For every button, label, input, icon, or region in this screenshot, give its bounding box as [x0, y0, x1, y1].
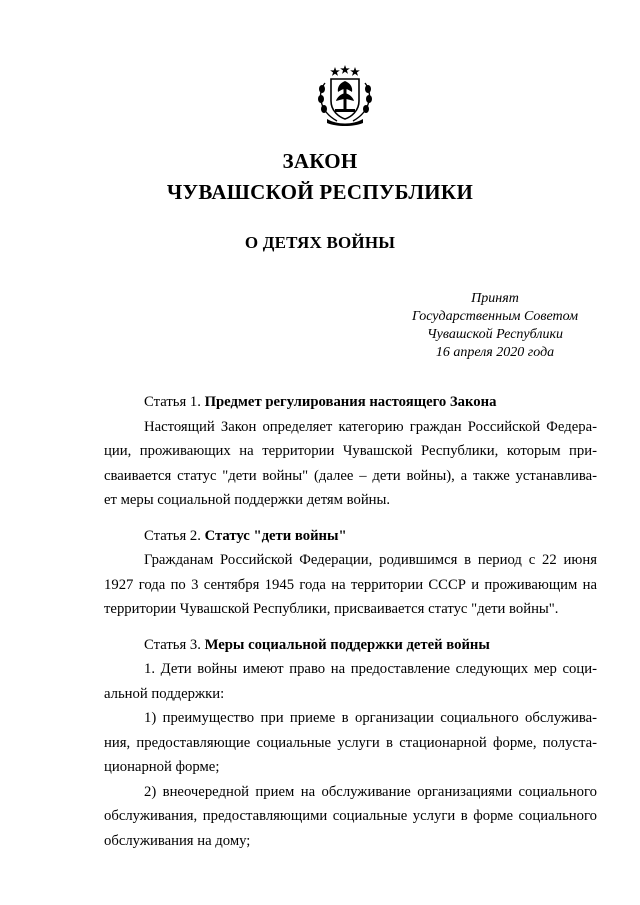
text-line: обслуживания, предоставляющими социальные услуги в форме социального	[104, 808, 597, 824]
text-line: 1) преимущество при приеме в организации социального обслужива-	[144, 710, 597, 726]
article-3	[104, 633, 597, 854]
adoption-note	[400, 290, 590, 362]
law-subject-title: О ДЕТЯХ ВОЙНЫ	[244, 233, 396, 252]
text-line: 1927 года по 3 сентября 1945 года на территории СССР и проживающим на	[104, 576, 597, 593]
article-title: Предмет регулирования настоящего Закона	[204, 394, 497, 410]
text-line: 2) внеочередной прием на обслуживание организациями социального	[144, 783, 597, 800]
adoption-line: Принят	[471, 291, 519, 306]
article-title: Меры социальной поддержки детей войны	[204, 636, 490, 653]
chuvash-republic-emblem	[313, 63, 377, 127]
article-title: Статус "дети войны"	[204, 527, 347, 544]
text-line: 1. Дети войны имеют право на предоставление следующих мер соци-	[144, 661, 597, 677]
law-body	[104, 390, 597, 864]
article-number: Статья 3.	[144, 636, 205, 653]
text-line: Гражданам Российской Федерации, родившимся в период с 22 июня	[144, 552, 597, 568]
adoption-date: 16 апреля 2020 года	[435, 345, 555, 360]
text-line: Настоящий Закон определяет категорию граждан Российской Федера-	[144, 418, 597, 435]
article-heading	[104, 390, 597, 415]
adoption-line: Чувашской Республики	[427, 327, 563, 342]
republic-heading: ЧУВАШСКОЙ РЕСПУБЛИКИ	[166, 180, 474, 204]
article-number: Статья 1.	[144, 394, 205, 410]
text-line: обслуживания на дому;	[104, 832, 251, 849]
article-number: Статья 2.	[144, 527, 205, 544]
text-line: ционарной форме;	[104, 759, 220, 775]
text-line: ции, проживающих на территории Чувашской Республики, которым при-	[104, 443, 597, 459]
text-line: территории Чувашской Республики, присваивается статус "дети войны".	[104, 601, 559, 617]
article-heading	[104, 633, 597, 658]
article-1	[104, 390, 597, 513]
text-line: ния, предоставляющие социальные услуги в стационарной форме, полуста-	[104, 734, 597, 751]
document-type-heading: ЗАКОН	[282, 149, 358, 173]
text-line: ет меры социальной поддержки детям войны.	[104, 492, 391, 508]
article-heading	[104, 524, 597, 549]
adoption-line: Государственным Советом	[411, 309, 579, 324]
text-line: сваивается статус "дети войны" (далее – дети войны), а также устанавлива-	[104, 467, 597, 484]
text-line: альной поддержки:	[104, 685, 225, 702]
article-2	[104, 524, 597, 622]
